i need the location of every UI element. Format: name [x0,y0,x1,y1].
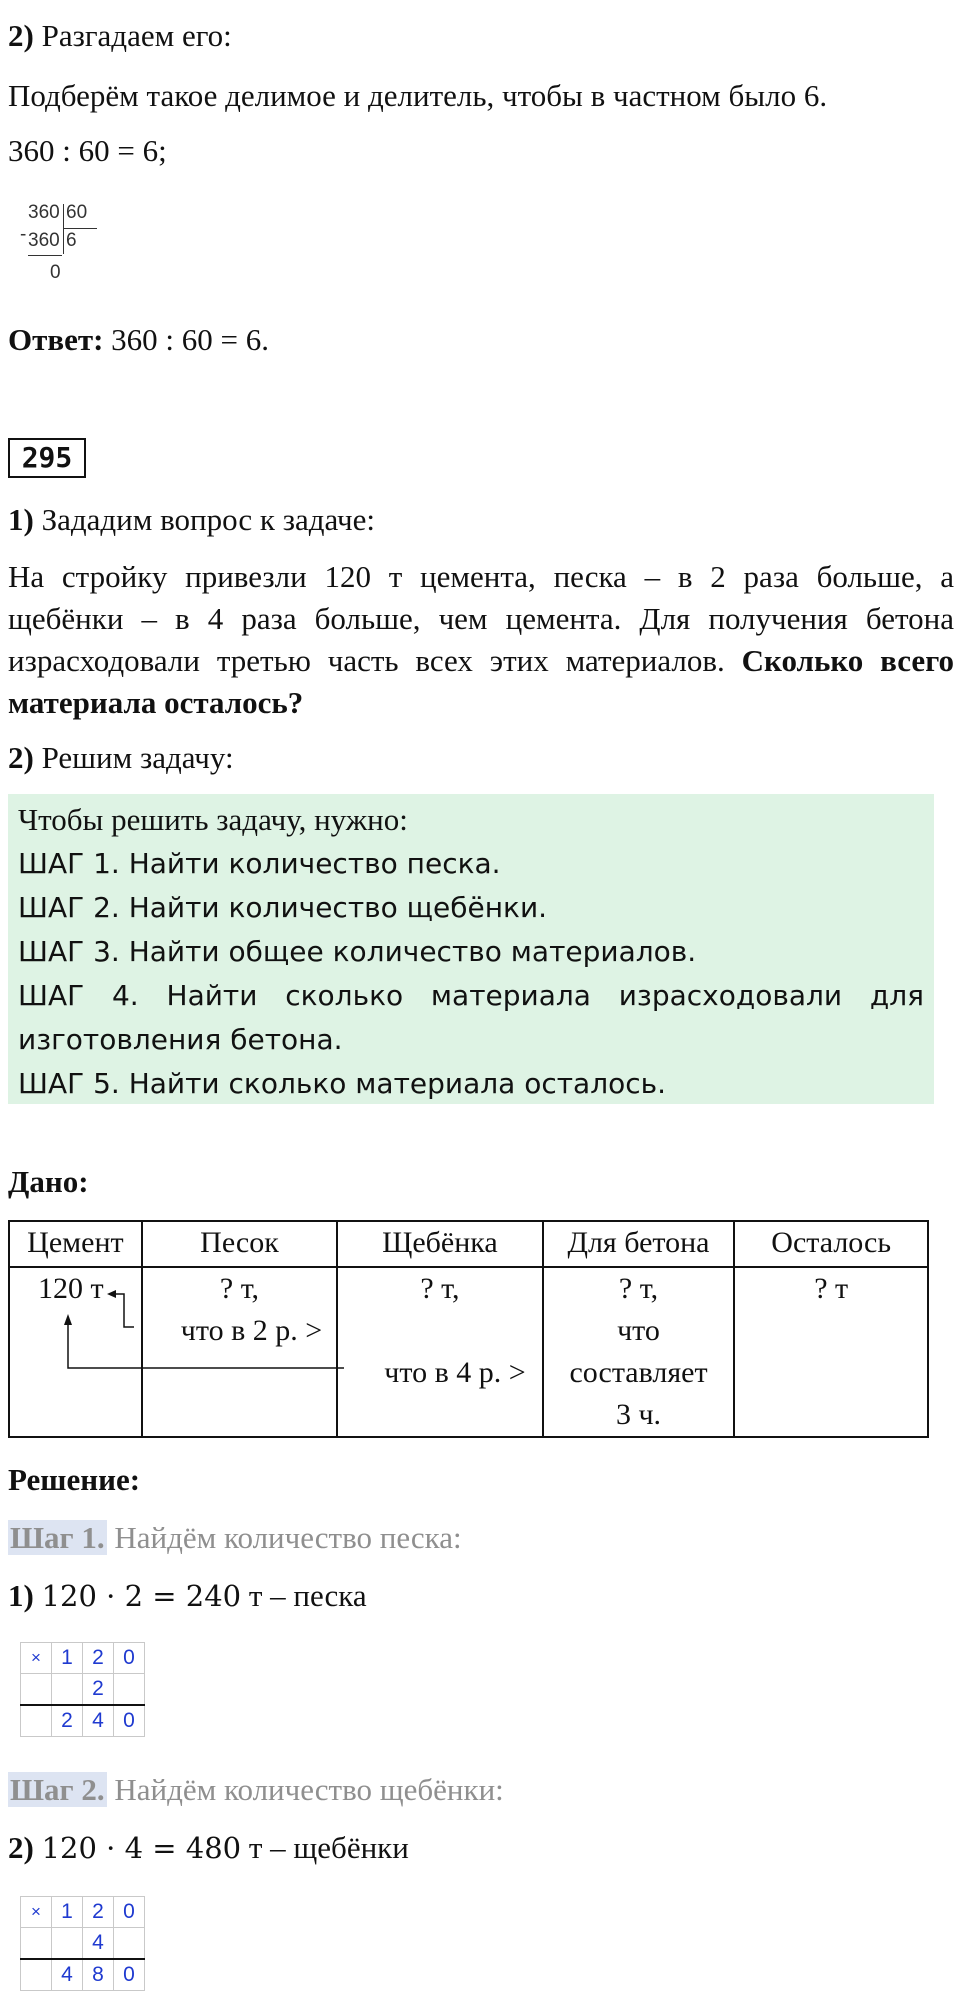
problem-body: На стройку привезли 120 т цемента, песка – в 2 раза больше, а щебёнки – в 4 раза больше, чем цемента. Для получения бетона израсходовали третью часть всех этих материалов. [8,559,954,678]
concrete-line-3: составляет [569,1356,708,1389]
grid-digit: 8 [83,1959,114,1991]
grid-digit: 2 [83,1643,114,1674]
grid-digit: 0 [114,1705,145,1737]
cell-left [734,1267,928,1437]
header-gravel: Щебёнка [337,1221,543,1267]
grid-cell [21,1959,52,1991]
step-text: Найти количество песка. [119,847,501,880]
step2-formula [8,1828,409,1868]
pick-line: Подберём такое делимое и делитель, чтобы в частном было 6. [8,78,828,113]
step2-multiplication-grid [20,1896,145,1991]
grid-digit: 1 [52,1643,83,1674]
step2-description: Найдём количество щебёнки: [106,1772,504,1807]
sand-line-2: что в 2 р. > [180,1314,323,1347]
step-label: ШАГ 1. [18,847,120,880]
divisor: 60 [66,202,88,223]
concrete-line-4: 3 ч. [615,1398,662,1431]
answer-text: 360 : 60 = 6. [103,322,270,357]
step2-unit: т – щебёнки [241,1830,409,1865]
step-text: Найти общее количество материалов. [119,935,697,968]
cell-sand [142,1267,337,1437]
step1-description: Найдём количество песка: [106,1520,462,1555]
remainder: 0 [50,262,61,283]
plan-step [18,1062,924,1106]
equation: 360 : 60 = 6; [8,133,167,168]
header-concrete: Для бетона [543,1221,735,1267]
question-heading [8,500,375,540]
cell-cement [9,1267,142,1437]
cell-concrete [543,1267,735,1437]
solution-label: Решение: [8,1462,141,1497]
step-text: Найти сколько материала израсходовали для [138,979,924,1012]
quotient: 6 [66,230,77,251]
grid-cell [114,1928,145,1960]
header-cement: Цемент [9,1221,142,1267]
grid-cell [21,1674,52,1706]
part-number: 2) [8,18,34,53]
grid-cell [21,1705,52,1737]
part-text: Зададим вопрос к задаче: [33,502,375,537]
part-number: 2) [8,740,34,775]
plan-step-continued: изготовления бетона. [18,1023,343,1056]
given-label: Дано: [8,1164,89,1199]
grid-digit: 1 [52,1897,83,1928]
part-text: Решим задачу: [33,740,234,775]
cement-value: 120 т [38,1272,104,1305]
step2-expression: 120 · 4 = 480 [41,1831,242,1865]
step-label: ШАГ 3. [18,935,120,968]
division-vertical-line [63,204,64,254]
grid-digit: 0 [114,1959,145,1991]
grid-digit: 2 [52,1705,83,1737]
grid-cell [21,1928,52,1960]
answer-label: Ответ: [8,322,104,357]
long-division [20,200,100,290]
step1-formula [8,1576,367,1616]
division-quotient-line [63,228,97,229]
problem-question: Сколько всего материала осталось? [8,643,954,720]
plan-intro: Чтобы решить задачу, нужно: [18,802,408,837]
step1-multiplication-grid [20,1642,145,1737]
step2-head-label: Шаг 2. [10,1772,105,1807]
step1-number: 1) [8,1578,34,1613]
plan-step [18,930,924,974]
minus-sign: - [20,224,27,245]
gravel-line-2: что в 4 р. > [384,1356,526,1389]
left-line-1: ? т [814,1272,849,1305]
grid-digit: 4 [83,1705,114,1737]
header-sand: Песок [142,1221,337,1267]
step-text: Найти количество щебёнки. [119,891,548,924]
multiply-sign: × [21,1643,52,1674]
plan-step [18,842,924,886]
problem-text [8,556,954,724]
grid-cell [52,1928,83,1960]
plan-step [18,974,924,1018]
step1-unit: т – песка [241,1578,367,1613]
solve-heading [8,738,234,778]
given-table [8,1220,929,1432]
step2-number: 2) [8,1830,34,1865]
grid-digit: 2 [83,1674,114,1706]
sand-line-1: ? т, [219,1272,260,1305]
task-number: 295 [8,438,86,478]
division-sub-line [28,255,62,256]
grid-digit: 0 [114,1897,145,1928]
step2-heading [8,1770,504,1810]
grid-digit: 2 [83,1897,114,1928]
part2-heading [8,16,232,56]
subtrahend: 360 [28,230,60,251]
step-label: ШАГ 2. [18,891,120,924]
step-label: ШАГ 5. [18,1067,120,1100]
concrete-line-2: что [617,1314,660,1347]
gravel-line-1: ? т, [420,1272,460,1305]
grid-cell [52,1674,83,1706]
step-label: ШАГ 4. [18,979,139,1012]
solution-plan-box [8,794,934,1104]
part-number: 1) [8,502,34,537]
header-left: Осталось [734,1221,928,1267]
dividend: 360 [28,202,60,223]
step1-head-label: Шаг 1. [10,1520,105,1555]
answer-line [8,320,269,360]
step1-heading [8,1518,462,1558]
grid-cell [114,1674,145,1706]
grid-digit: 4 [83,1928,114,1960]
concrete-line-1: ? т, [618,1272,659,1305]
grid-digit: 4 [52,1959,83,1991]
step-text: Найти сколько материала осталось. [119,1067,667,1100]
multiply-sign: × [21,1897,52,1928]
grid-digit: 0 [114,1643,145,1674]
part-text: Разгадаем его: [33,18,232,53]
cell-gravel [337,1267,543,1437]
plan-step [18,886,924,930]
step1-expression: 120 · 2 = 240 [41,1579,242,1613]
